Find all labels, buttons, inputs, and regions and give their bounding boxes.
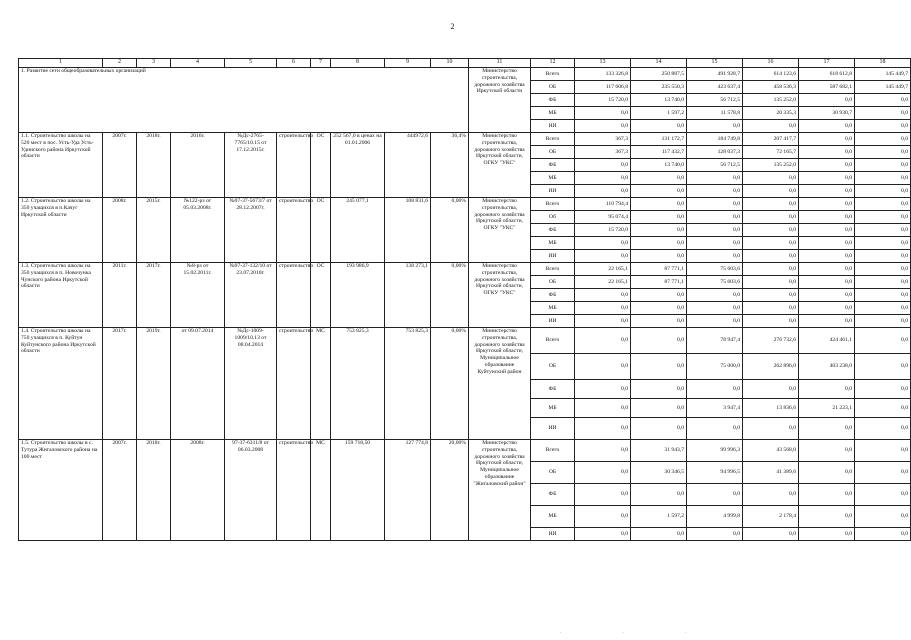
work-type: строительство: [277, 198, 311, 263]
amount-cell: 0,0: [855, 484, 911, 506]
amount-cell: 0,0: [575, 302, 631, 315]
funding-source: Об: [531, 211, 575, 224]
amount-cell: 22 165,1: [575, 276, 631, 289]
amount-cell: 0,0: [575, 484, 631, 506]
amount-cell: 0,0: [799, 146, 855, 159]
amount-cell: 0,0: [799, 418, 855, 440]
amount-cell: 0,0: [687, 418, 743, 440]
amount-cell: 0,0: [855, 289, 911, 302]
funding-source: ОБ: [531, 462, 575, 484]
amount-cell: 145 449,7: [855, 68, 911, 81]
amount-cell: 587 682,1: [799, 81, 855, 94]
amount-cell: 0,0: [855, 198, 911, 211]
amount-cell: 1 597,2: [631, 506, 687, 528]
amount-cell: 0,0: [855, 94, 911, 107]
amount-cell: 0,0: [575, 462, 631, 484]
column-number-6: 6: [277, 59, 311, 68]
amount-cell: 0,0: [687, 172, 743, 185]
end-year: 2018г.: [137, 440, 171, 541]
amount-cell: 0,0: [687, 315, 743, 328]
amount-cell: 0,0: [687, 528, 743, 541]
object-name: 1.2. Строительство школы на 350 учащихся в п.Качуг Иркутской области: [19, 198, 103, 263]
amount-cell: 0,0: [575, 506, 631, 528]
funding-source: МБ: [531, 172, 575, 185]
funding-source: ИИ: [531, 528, 575, 541]
amount-cell: 0,0: [799, 237, 855, 250]
amount-cell: 0,0: [631, 237, 687, 250]
amount-cell: 367,3: [575, 146, 631, 159]
responsible-executor: Министерство строительства, дорожного хозяйства Иркутской области, ОГКУ "УКС": [469, 263, 531, 328]
column-number-9: 9: [385, 59, 431, 68]
amount-cell: 0,0: [743, 198, 799, 211]
amount-cell: 13 740,0: [631, 94, 687, 107]
table-row: [19, 263, 911, 276]
funding-source: ИИ: [531, 315, 575, 328]
work-type: строительство: [277, 133, 311, 198]
amount-cell: 0,0: [687, 198, 743, 211]
amount-cell: 0,0: [855, 399, 911, 418]
amount-cell: 0,0: [743, 263, 799, 276]
amount-cell: 0,0: [687, 380, 743, 399]
funding-source: ОБ: [531, 354, 575, 380]
amount-cell: 0,0: [687, 250, 743, 263]
amount-cell: 145 449,7: [855, 81, 911, 94]
amount-cell: 87 771,1: [631, 276, 687, 289]
readiness-percent: 36,4%: [431, 133, 469, 198]
column-number-16: 16: [743, 59, 799, 68]
column-number-14: 14: [631, 59, 687, 68]
work-type: строительство: [277, 440, 311, 541]
column-number-17: 17: [799, 59, 855, 68]
amount-cell: 0,0: [855, 237, 911, 250]
amount-cell: 0,0: [631, 289, 687, 302]
amount-cell: 0,0: [743, 211, 799, 224]
amount-cell: 0,0: [855, 133, 911, 146]
amount-cell: 133 326,8: [575, 68, 631, 81]
amount-cell: 110 794,4: [575, 198, 631, 211]
amount-cell: 0,0: [855, 159, 911, 172]
amount-cell: 367,3: [575, 133, 631, 146]
amount-cell: 43 568,0: [743, 440, 799, 462]
amount-cell: 0,0: [855, 354, 911, 380]
amount-cell: 13 740,0: [631, 159, 687, 172]
amount-cell: 262 896,0: [743, 354, 799, 380]
amount-cell: 0,0: [799, 506, 855, 528]
amount-cell: 0,0: [799, 276, 855, 289]
amount-cell: 0,0: [631, 328, 687, 354]
amount-cell: 22 165,1: [575, 263, 631, 276]
amount-cell: 458 536,3: [743, 81, 799, 94]
amount-cell: 0,0: [855, 172, 911, 185]
object-name: 1.1. Строительство школы на 520 мест в пос. Усть-Уда Усть-Удинского района Иркутской области: [19, 133, 103, 198]
amount-cell: 13 836,6: [743, 399, 799, 418]
table-row: [19, 440, 911, 462]
funding-source: ФБ: [531, 289, 575, 302]
start-year: 2007г.: [103, 133, 137, 198]
funding-source: ИИ: [531, 185, 575, 198]
estimated-cost: 252 567,0 в ценах на 01.01.2006: [331, 133, 385, 198]
funding-source: ФБ: [531, 94, 575, 107]
amount-cell: 0,0: [631, 211, 687, 224]
column-number-3: 3: [137, 59, 171, 68]
funding-source: ФБ: [531, 380, 575, 399]
work-type: строительство: [277, 263, 311, 328]
amount-cell: 250 887,5: [631, 68, 687, 81]
amount-cell: 618 612,8: [799, 68, 855, 81]
amount-cell: 0,0: [743, 484, 799, 506]
amount-cell: 0,0: [799, 462, 855, 484]
amount-cell: 15 720,0: [575, 94, 631, 107]
amount-cell: 87 771,1: [631, 263, 687, 276]
amount-cell: 0,0: [855, 328, 911, 354]
responsible-executor: Министерство строительства, дорожного хозяйства Иркутской области, Муниципальное образование Куйтунский район: [469, 328, 531, 440]
amount-cell: 0,0: [855, 302, 911, 315]
expertise-conclusion: 97-37-6311/8 от 06.03.2008: [225, 440, 277, 541]
funding-source: ИИ: [531, 418, 575, 440]
amount-cell: 0,0: [575, 418, 631, 440]
amount-cell: 0,0: [631, 399, 687, 418]
amount-cell: 0,0: [855, 224, 911, 237]
end-year: 2019г.: [137, 328, 171, 440]
amount-cell: 0,0: [687, 237, 743, 250]
expertise-conclusion: №97-37-5673/7 от 28.12.2007г.: [225, 198, 277, 263]
amount-cell: 0,0: [631, 250, 687, 263]
amount-cell: 0,0: [687, 302, 743, 315]
expertise-conclusion: №97-37-132/10 от 23.07.2010г.: [225, 263, 277, 328]
amount-cell: 0,0: [631, 380, 687, 399]
amount-cell: 56 712,5: [687, 159, 743, 172]
funding-source: МБ: [531, 302, 575, 315]
remaining-cost: 444972,6: [385, 133, 431, 198]
estimated-cost: 753 825,3: [331, 328, 385, 440]
amount-cell: 184 749,8: [687, 133, 743, 146]
column-number-13: 13: [575, 59, 631, 68]
amount-cell: 0,0: [631, 528, 687, 541]
amount-cell: 117 606,8: [575, 81, 631, 94]
amount-cell: 0,0: [631, 224, 687, 237]
amount-cell: 0,0: [743, 120, 799, 133]
scan-marks: . . .: [560, 630, 717, 635]
ownership-form: ОС: [311, 133, 331, 198]
amount-cell: 94 996,5: [687, 462, 743, 484]
amount-cell: 0,0: [799, 440, 855, 462]
table-row: [19, 133, 911, 146]
amount-cell: 0,0: [799, 302, 855, 315]
amount-cell: 56 712,5: [687, 94, 743, 107]
amount-cell: 75 603,6: [687, 276, 743, 289]
decision-document: 2008г.: [171, 440, 225, 541]
expertise-conclusion: №Дс-1009-1009/10.13 от 08.04.2014: [225, 328, 277, 440]
amount-cell: 15 720,0: [575, 224, 631, 237]
column-number-18: 18: [855, 59, 911, 68]
amount-cell: 0,0: [631, 418, 687, 440]
amount-cell: 0,0: [855, 462, 911, 484]
column-number-12: 12: [531, 59, 575, 68]
column-number-11: 11: [469, 59, 531, 68]
end-year: 2015г.: [137, 198, 171, 263]
amount-cell: 30 930,7: [799, 107, 855, 120]
amount-cell: 0,0: [855, 528, 911, 541]
start-year: 2008г.: [103, 198, 137, 263]
funding-source: Всего: [531, 440, 575, 462]
start-year: 2017г.: [103, 328, 137, 440]
amount-cell: 0,0: [799, 133, 855, 146]
amount-cell: 0,0: [799, 250, 855, 263]
amount-cell: 207 417,7: [743, 133, 799, 146]
amount-cell: 0,0: [743, 250, 799, 263]
estimated-cost: 245 077,1: [331, 198, 385, 263]
estimated-cost: 159 718,50: [331, 440, 385, 541]
funding-source: ИИ: [531, 250, 575, 263]
funding-source: Всего: [531, 198, 575, 211]
amount-cell: 0,0: [743, 224, 799, 237]
readiness-percent: 20,00%: [431, 440, 469, 541]
column-number-5: 5: [225, 59, 277, 68]
amount-cell: 99 996,3: [687, 440, 743, 462]
amount-cell: 0,0: [855, 185, 911, 198]
amount-cell: 11 578,8: [687, 107, 743, 120]
funding-source: ОБ: [531, 81, 575, 94]
amount-cell: 0,0: [799, 263, 855, 276]
end-year: 2018г.: [137, 133, 171, 198]
amount-cell: 0,0: [631, 185, 687, 198]
amount-cell: 423 637,4: [687, 81, 743, 94]
amount-cell: 20 335,3: [743, 107, 799, 120]
amount-cell: 41 389,6: [743, 462, 799, 484]
amount-cell: 0,0: [743, 289, 799, 302]
amount-cell: 0,0: [575, 107, 631, 120]
column-number-8: 8: [331, 59, 385, 68]
column-number-2: 2: [103, 59, 137, 68]
responsible-executor: Министерство строительства, дорожного хозяйства Иркутской области, ОГКУ "УКС": [469, 198, 531, 263]
amount-cell: 0,0: [799, 380, 855, 399]
amount-cell: 0,0: [799, 315, 855, 328]
page-number: 2: [450, 22, 455, 31]
ownership-form: ОС: [311, 198, 331, 263]
remaining-cost: 753 825,3: [385, 328, 431, 440]
decision-document: от 09.07.2014: [171, 328, 225, 440]
funding-source: МБ: [531, 399, 575, 418]
amount-cell: 0,0: [687, 484, 743, 506]
remaining-cost: 138 273,1: [385, 263, 431, 328]
readiness-percent: 0,00%: [431, 198, 469, 263]
amount-cell: 0,0: [575, 354, 631, 380]
amount-cell: 0,0: [631, 354, 687, 380]
start-year: 2007г.: [103, 440, 137, 541]
amount-cell: 0,0: [743, 418, 799, 440]
amount-cell: 235 550,3: [631, 81, 687, 94]
amount-cell: 0,0: [575, 328, 631, 354]
amount-cell: 0,0: [631, 172, 687, 185]
column-number-10: 10: [431, 59, 469, 68]
funding-source: Всего: [531, 263, 575, 276]
decision-document: №8-рз от 15.02.2011г.: [171, 263, 225, 328]
column-number-15: 15: [687, 59, 743, 68]
column-number-4: 4: [171, 59, 225, 68]
amount-cell: 3 947,4: [687, 399, 743, 418]
amount-cell: 0,0: [631, 120, 687, 133]
amount-cell: 614 123,6: [743, 68, 799, 81]
amount-cell: 0,0: [799, 172, 855, 185]
amount-cell: 0,0: [799, 198, 855, 211]
amount-cell: 0,0: [575, 237, 631, 250]
amount-cell: 0,0: [687, 185, 743, 198]
amount-cell: 0,0: [631, 315, 687, 328]
amount-cell: 0,0: [855, 276, 911, 289]
column-number-row: [19, 59, 911, 68]
readiness-percent: 0,00%: [431, 263, 469, 328]
amount-cell: 95 074,4: [575, 211, 631, 224]
amount-cell: 491 928,7: [687, 68, 743, 81]
amount-cell: 4 999,8: [687, 506, 743, 528]
amount-cell: 131 172,7: [631, 133, 687, 146]
amount-cell: 424 461,1: [799, 328, 855, 354]
funding-source: ФБ: [531, 484, 575, 506]
funding-source: Всего: [531, 328, 575, 354]
decision-document: №122-рз от 05.03.2008г.: [171, 198, 225, 263]
amount-cell: 0,0: [855, 263, 911, 276]
amount-cell: 0,0: [575, 159, 631, 172]
amount-cell: 0,0: [855, 380, 911, 399]
decision-document: 2016г.: [171, 133, 225, 198]
funding-source: ФБ: [531, 224, 575, 237]
funding-source: ИИ: [531, 120, 575, 133]
funding-source: ОБ: [531, 276, 575, 289]
table-row: [19, 328, 911, 354]
estimated-cost: 193 986,9: [331, 263, 385, 328]
start-year: 2011г.: [103, 263, 137, 328]
remaining-cost: 127 774,8: [385, 440, 431, 541]
amount-cell: 128 037,3: [687, 146, 743, 159]
amount-cell: 75 000,0: [687, 354, 743, 380]
amount-cell: 75 603,6: [687, 263, 743, 276]
responsible-executor: Министерство строительства, дорожного хозяйства Иркутской области: [469, 68, 531, 133]
amount-cell: 135 252,0: [743, 94, 799, 107]
amount-cell: 31 943,7: [631, 440, 687, 462]
amount-cell: 0,0: [743, 380, 799, 399]
amount-cell: 0,0: [799, 289, 855, 302]
amount-cell: 0,0: [855, 250, 911, 263]
ownership-form: МС: [311, 440, 331, 541]
table-row: [19, 68, 911, 81]
amount-cell: 2 178,4: [743, 506, 799, 528]
amount-cell: 0,0: [743, 185, 799, 198]
amount-cell: 0,0: [575, 528, 631, 541]
column-number-1: 1: [19, 59, 103, 68]
amount-cell: 0,0: [799, 94, 855, 107]
amount-cell: 0,0: [575, 399, 631, 418]
amount-cell: 0,0: [743, 528, 799, 541]
funding-source: ОБ: [531, 146, 575, 159]
object-name: 1.3. Строительство школы на 350 учащихся в п. Новочунка Чунского района Иркутской области: [19, 263, 103, 328]
funding-source: Всего: [531, 133, 575, 146]
amount-cell: 0,0: [687, 120, 743, 133]
amount-cell: 0,0: [575, 120, 631, 133]
responsible-executor: Министерство строительства, дорожного хозяйства Иркутской области, ОГКУ "УКС": [469, 133, 531, 198]
amount-cell: 0,0: [743, 276, 799, 289]
expertise-conclusion: №Дс-2765-7765/10.15 от 17.12.2015г.: [225, 133, 277, 198]
amount-cell: 0,0: [799, 484, 855, 506]
funding-source: Всего: [531, 68, 575, 81]
amount-cell: 0,0: [799, 528, 855, 541]
amount-cell: 0,0: [855, 506, 911, 528]
amount-cell: 21 223,1: [799, 399, 855, 418]
amount-cell: 0,0: [799, 120, 855, 133]
amount-cell: 0,0: [799, 159, 855, 172]
funding-source: ФБ: [531, 159, 575, 172]
funding-source: МБ: [531, 107, 575, 120]
amount-cell: 0,0: [855, 146, 911, 159]
amount-cell: 0,0: [575, 315, 631, 328]
funding-source: МБ: [531, 237, 575, 250]
amount-cell: 0,0: [687, 211, 743, 224]
remaining-cost: 108 831,6: [385, 198, 431, 263]
work-type: строительство: [277, 328, 311, 440]
amount-cell: 403 238,0: [799, 354, 855, 380]
table-row: [19, 198, 911, 211]
amount-cell: 0,0: [855, 211, 911, 224]
amount-cell: 0,0: [799, 185, 855, 198]
column-number-7: 7: [311, 59, 331, 68]
end-year: 2017г.: [137, 263, 171, 328]
amount-cell: 0,0: [575, 185, 631, 198]
amount-cell: 0,0: [631, 198, 687, 211]
section-title: 1. Развитие сети общеобразовательных организаций: [19, 68, 469, 133]
amount-cell: 0,0: [575, 289, 631, 302]
amount-cell: 0,0: [855, 315, 911, 328]
readiness-percent: 0,00%: [431, 328, 469, 440]
amount-cell: 30 346,5: [631, 462, 687, 484]
amount-cell: 0,0: [743, 302, 799, 315]
amount-cell: 0,0: [631, 302, 687, 315]
amount-cell: 0,0: [687, 224, 743, 237]
amount-cell: 117 432,7: [631, 146, 687, 159]
amount-cell: 0,0: [743, 172, 799, 185]
ownership-form: МС: [311, 328, 331, 440]
object-name: 1.4. Строительство школы на 750 учащихся в п. Куйтун Куйтунского района Иркутской области: [19, 328, 103, 440]
amount-cell: 0,0: [687, 289, 743, 302]
amount-cell: 0,0: [575, 380, 631, 399]
amount-cell: 0,0: [855, 120, 911, 133]
amount-cell: 0,0: [855, 440, 911, 462]
amount-cell: 0,0: [743, 237, 799, 250]
amount-cell: 78 947,4: [687, 328, 743, 354]
ownership-form: ОС: [311, 263, 331, 328]
funding-source: МБ: [531, 506, 575, 528]
amount-cell: 0,0: [575, 172, 631, 185]
amount-cell: 0,0: [575, 250, 631, 263]
object-name: 1.5. Строительство школы в с. Тутура Жигаловского района на 100 мест: [19, 440, 103, 541]
amount-cell: 135 252,0: [743, 159, 799, 172]
responsible-executor: Министерство строительства, дорожного хозяйства Иркутской области, Муниципальное образование "Жигаловский район": [469, 440, 531, 541]
amount-cell: 0,0: [799, 211, 855, 224]
amount-cell: 0,0: [575, 440, 631, 462]
program-table: [18, 58, 911, 541]
amount-cell: 0,0: [855, 107, 911, 120]
amount-cell: 0,0: [799, 224, 855, 237]
amount-cell: 72 165,7: [743, 146, 799, 159]
amount-cell: 0,0: [855, 418, 911, 440]
amount-cell: 0,0: [631, 484, 687, 506]
amount-cell: 0,0: [743, 315, 799, 328]
amount-cell: 276 732,6: [743, 328, 799, 354]
amount-cell: 1 597,2: [631, 107, 687, 120]
